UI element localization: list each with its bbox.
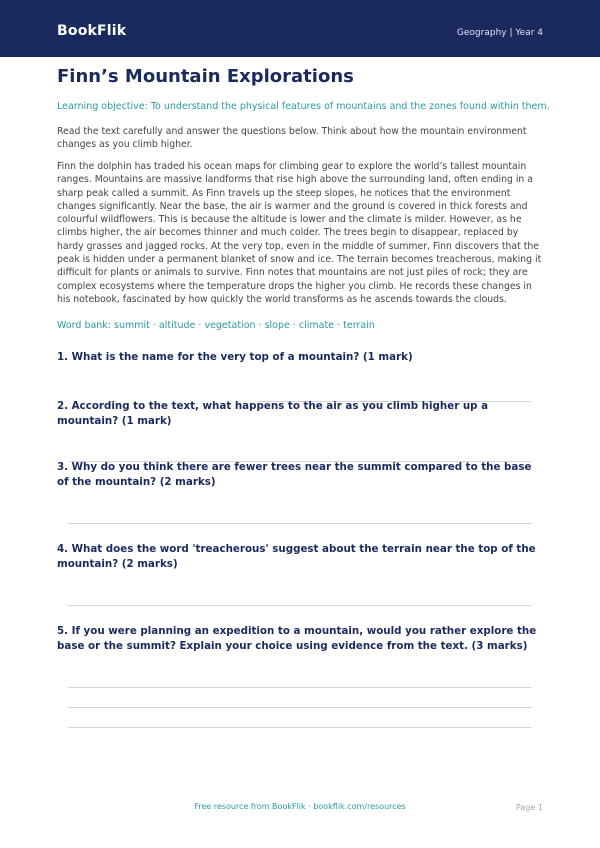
answer-line[interactable] <box>68 605 531 606</box>
question-2: 2. According to the text, what happens to the air as you climb higher up a mountain? (1 mark) <box>57 400 489 427</box>
learning-objective: Learning objective: To understand the physical features of mountains and the zones found within them. <box>57 101 550 112</box>
answer-line[interactable] <box>68 727 531 728</box>
page-number: Page 1 <box>516 803 543 812</box>
word-bank: Word bank: summit · altitude · vegetation · slope · climate · terrain <box>57 320 375 331</box>
footer-credit-link[interactable]: Free resource from BookFlik · bookflik.com/resources <box>194 802 406 811</box>
question-3: 3. Why do you think there are fewer trees near the summit compared to the base of the mountain? (2 marks) <box>57 461 532 488</box>
reading-passage: Finn the dolphin has traded his ocean maps for climbing gear to explore the world’s tallest mountain ranges. Mountains are massive landforms that rise high above the surrounding land, often ending in a sharp peak called a summit. As Finn travels up the steep slopes, he notices that the environment changes significantly. Near the base, the air is warmer and the ground is covered in thick forests and colourful wildflowers. This is because the altitude is lower and the climate is milder. However, as he climbs higher, the air becomes thinner and much colder. The trees begin to disappear, replaced by hardy grasses and jagged rocks. At the very top, even in the middle of summer, Finn discovers that the peak is hidden under a permanent blanket of snow and ice. The terrain becomes treacherous, making it difficult for plants or animals to survive. Finn notes that mountains are not just piles of rock; they are complex ecosystems where the temperature drops the higher you climb. He records these changes in his notebook, fascinated by how quickly the world transforms as he ascends towards the clouds. <box>57 161 542 305</box>
question-4: 4. What does the word 'treacherous' suggest about the terrain near the top of the mountain? (2 marks) <box>57 543 536 570</box>
instructions-paragraph: Read the text carefully and answer the questions below. Think about how the mountain environment changes as you climb higher. <box>57 126 527 151</box>
question-1: 1. What is the name for the very top of a mountain? (1 mark) <box>57 351 413 363</box>
answer-line[interactable] <box>68 523 531 524</box>
answer-line[interactable] <box>68 707 531 708</box>
subject-year-label: Geography | Year 4 <box>456 28 543 38</box>
brand-logo-text[interactable]: BookFlik <box>57 23 127 39</box>
header-bar <box>0 0 600 57</box>
answer-line[interactable] <box>68 687 531 688</box>
page-title: Finn’s Mountain Explorations <box>57 66 354 87</box>
question-5: 5. If you were planning an expedition to a mountain, would you rather explore the base or the summit? Explain your choice using evidence from the text. (3 marks) <box>57 625 537 652</box>
